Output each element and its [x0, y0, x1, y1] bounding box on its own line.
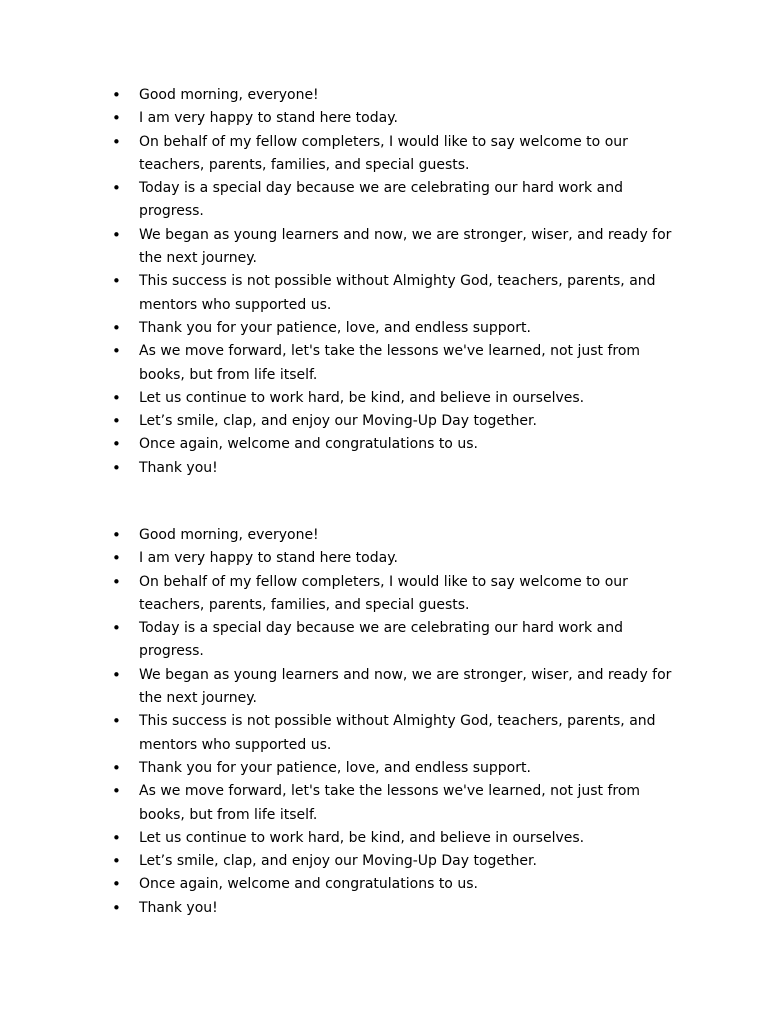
bullet-item: • Today is a special day because we are celebrating our hard work and progress.	[112, 617, 672, 664]
bullet-item: • I am very happy to stand here today.	[112, 547, 672, 570]
bullet-item: • We began as young learners and now, we are stronger, wiser, and ready for the next journey.	[112, 664, 672, 711]
bullet-item: • I am very happy to stand here today.	[112, 107, 672, 130]
bullet-item: • As we move forward, let's take the lessons we've learned, not just from books, but from life itself.	[112, 780, 672, 827]
bullet-item: • This success is not possible without Almighty God, teachers, parents, and mentors who supported us.	[112, 710, 672, 757]
bullet-item: • Today is a special day because we are celebrating our hard work and progress.	[112, 177, 672, 224]
bullet-item: • Thank you!	[112, 897, 672, 920]
bullet-item: • Let’s smile, clap, and enjoy our Moving-Up Day together.	[112, 850, 672, 873]
bullet-item: • Thank you for your patience, love, and endless support.	[112, 757, 672, 780]
bullet-item: • On behalf of my fellow completers, I would like to say welcome to our teachers, parents, families, and special guests.	[112, 571, 672, 618]
bullet-item: • Let us continue to work hard, be kind, and believe in ourselves.	[112, 827, 672, 850]
bullet-item: • On behalf of my fellow completers, I would like to say welcome to our teachers, parents, families, and special guests.	[112, 131, 672, 178]
bullet-item: • Thank you!	[112, 457, 672, 480]
bullet-item: • Good morning, everyone!	[112, 84, 672, 107]
bullet-item: • This success is not possible without Almighty God, teachers, parents, and mentors who supported us.	[112, 270, 672, 317]
bullet-item: • Good morning, everyone!	[112, 524, 672, 547]
bullet-item: • We began as young learners and now, we are stronger, wiser, and ready for the next journey.	[112, 224, 672, 271]
bullet-item: • Once again, welcome and congratulations to us.	[112, 433, 672, 456]
bullet-list-first	[112, 84, 672, 480]
bullet-item: • Let’s smile, clap, and enjoy our Moving-Up Day together.	[112, 410, 672, 433]
bullet-list-second	[112, 524, 672, 920]
bullet-item: • Let us continue to work hard, be kind, and believe in ourselves.	[112, 387, 672, 410]
bullet-item: • Thank you for your patience, love, and endless support.	[112, 317, 672, 340]
bullet-item: • As we move forward, let's take the lessons we've learned, not just from books, but from life itself.	[112, 340, 672, 387]
bullet-item: • Once again, welcome and congratulations to us.	[112, 873, 672, 896]
